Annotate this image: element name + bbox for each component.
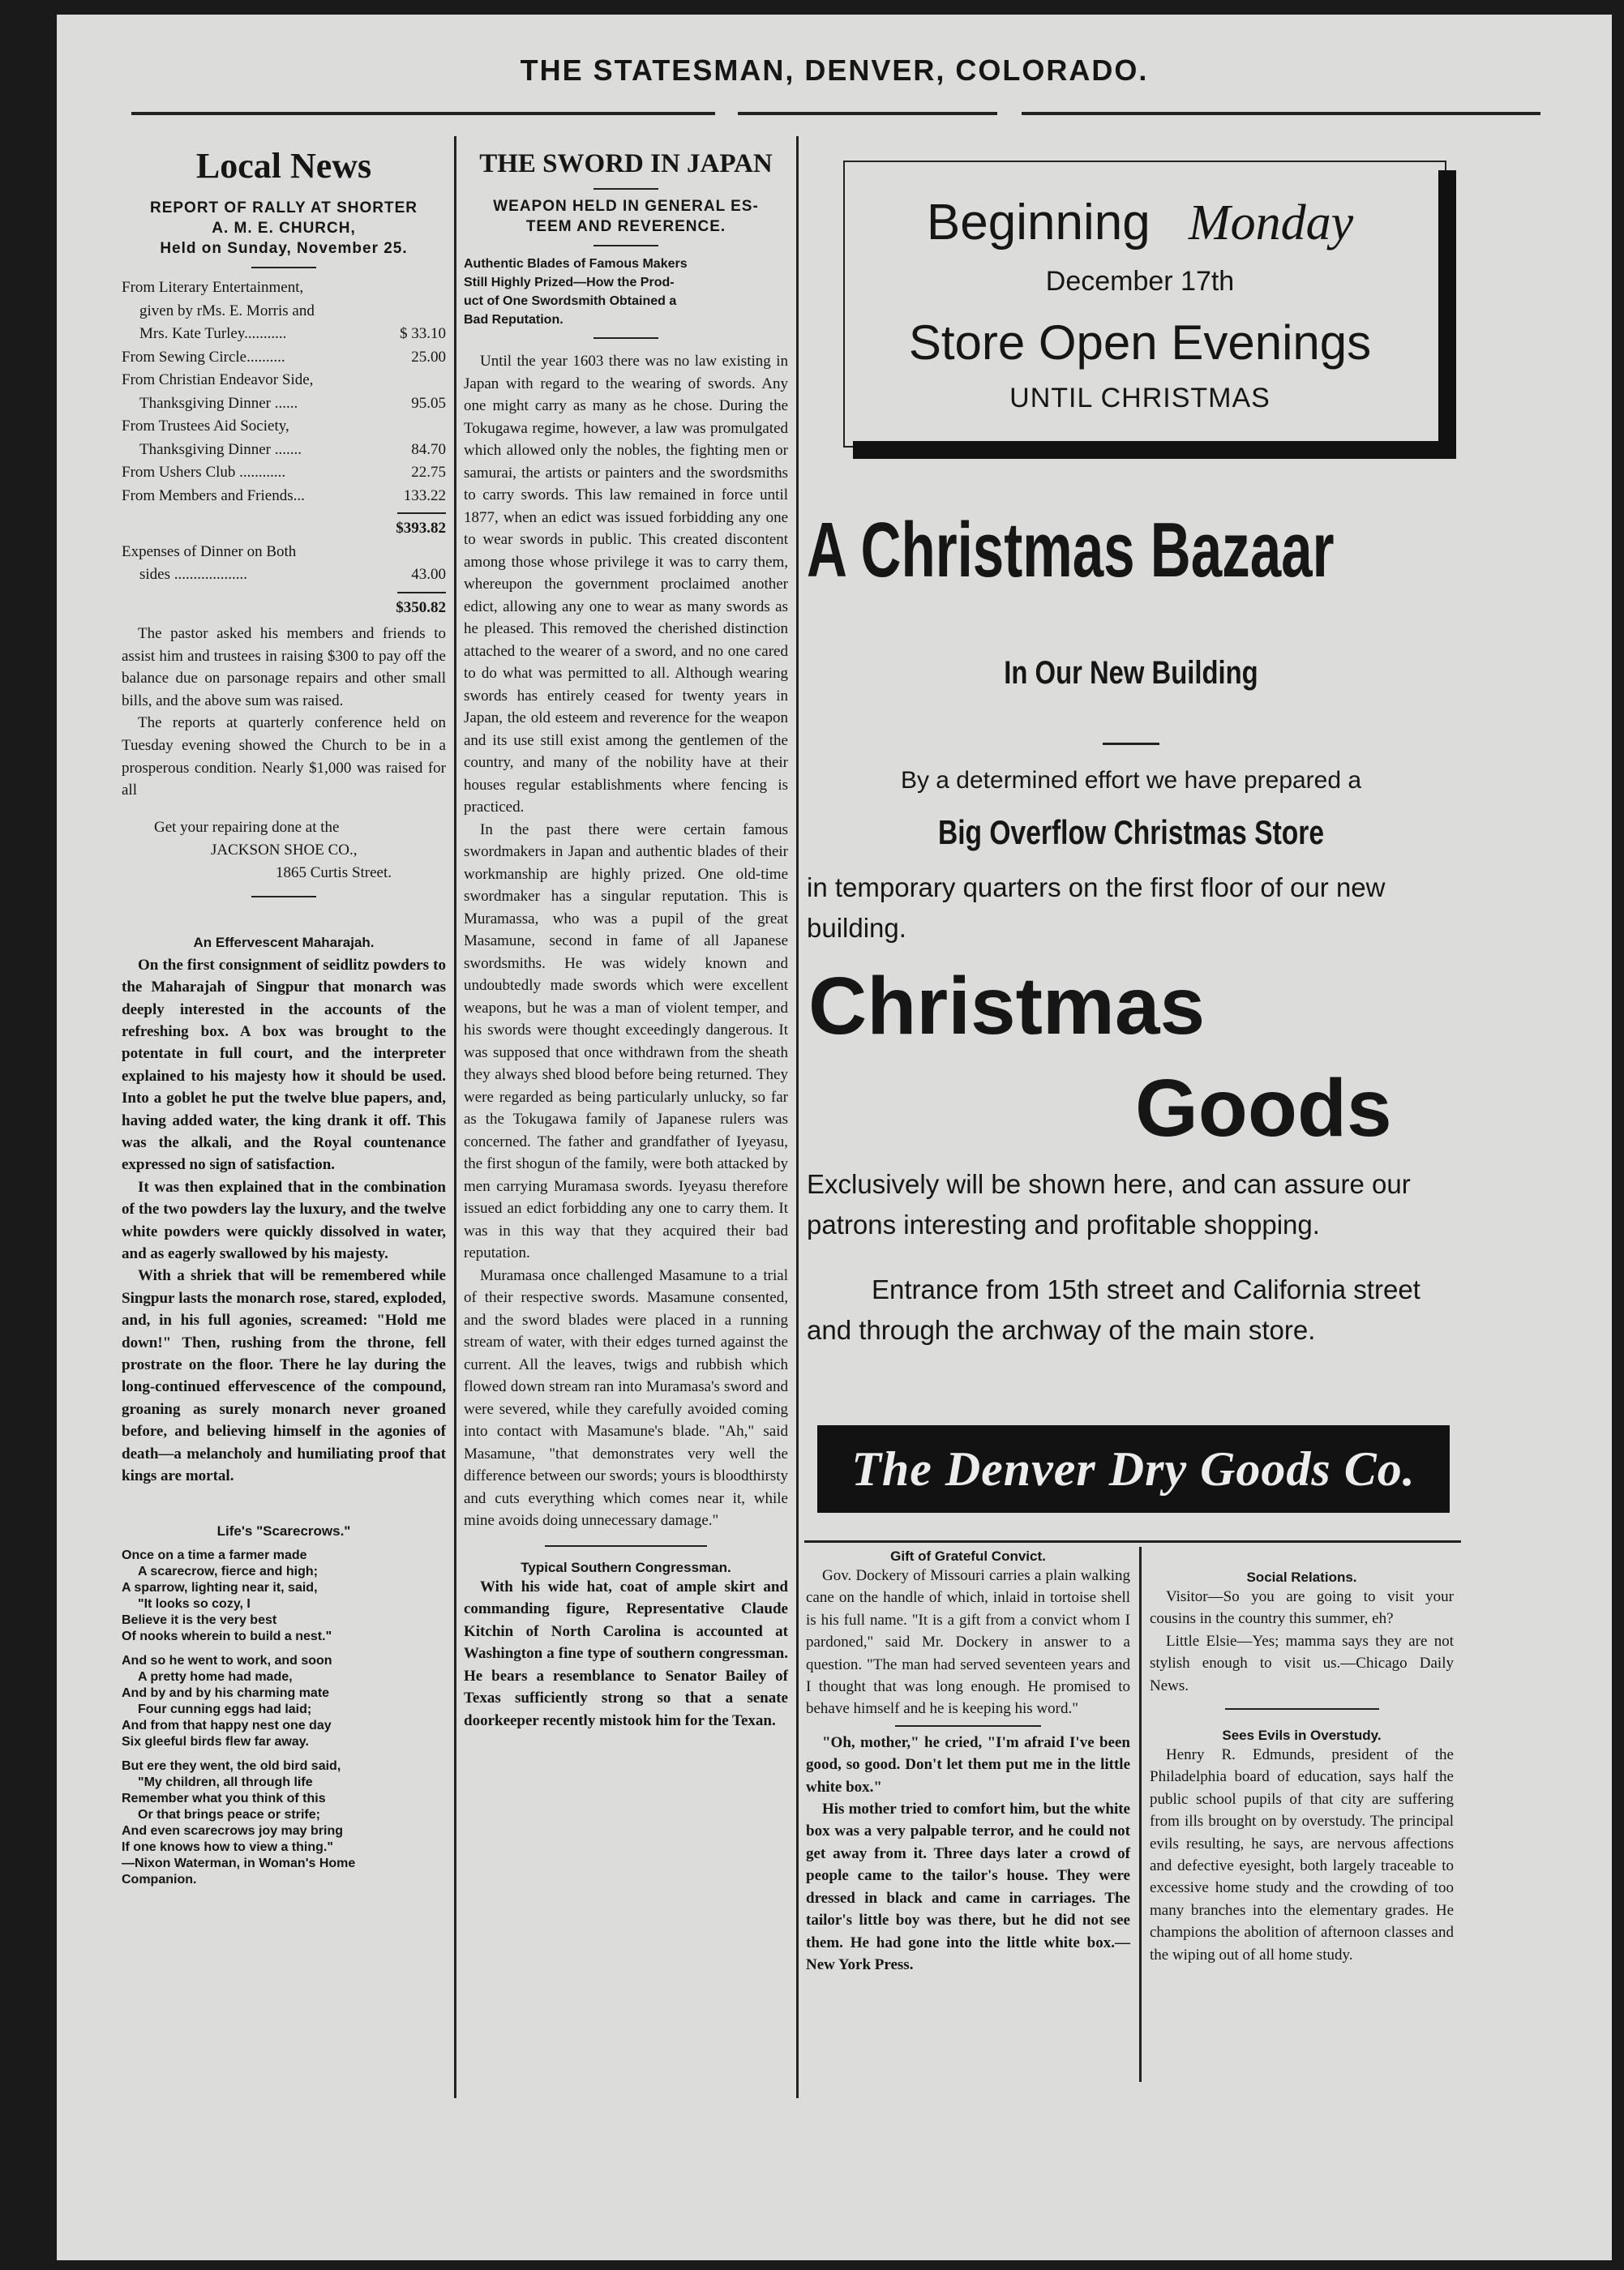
ledger-amount: 133.22 [403,486,446,504]
rally-subhead-2: A. M. E. CHURCH, [212,220,356,237]
poem-line: Six gleeful birds flew far away. [122,1734,309,1749]
ledger-row [122,323,446,346]
store-hours-box [843,161,1446,448]
quarters-text: in temporary quarters on the first floor of our new building. [807,872,1386,943]
scarecrows-poem [122,1548,446,1888]
ledger-amount: 22.75 [411,464,446,481]
sword-summary [464,255,788,329]
denver-dry-goods-logo: The Denver Dry Goods Co. [817,1425,1450,1513]
summary-line: Bad Reputation. [464,313,563,327]
rally-paragraph: The pastor asked his members and friends to assist him and trustees in raising $300 to pay off the balance due on parsonage repairs and other small bills, and the above sum was raised. [122,625,446,709]
poem-line: "It looks so cozy, I [138,1596,251,1611]
box-shadow-right [1438,170,1456,449]
poem-line: And so he went to work, and soon [122,1653,332,1668]
ledger-amount: $ 33.10 [400,325,446,342]
poem-line: Believe it is the very best [122,1613,277,1627]
monday-text: Monday [1188,195,1354,251]
rule [1103,743,1159,745]
box-line-4: UNTIL CHRISTMAS [1009,383,1270,413]
box-line-2: December 17th [1045,266,1235,297]
mother-paragraph: His mother tried to comfort him, but the white box was a very palpable terror, and he could not get away from it. Three days later a crowd of people came to the tailor's house. They were dressed in black and came in carriages. The tailor's little boy was there, but he did not see them. He had gone into the little white box.—New York Press. [806,1801,1130,1973]
congressman-paragraph: With his wide hat, coat of ample skirt and commanding figure, Representative Claude Kitchin of North Carolina is accounted at Washington a fine type of southern congressman. He bears a resemblance to Senator Bailey of Texas sufficiently strong so that a senate doorkeeper recently mistook him for the Texan. [464,1578,788,1729]
ledger-label: given by rMs. E. Morris and [139,302,315,319]
poem-line: —Nixon Waterman, in Woman's Home [122,1856,356,1870]
ad-bottom-rule [804,1540,1461,1543]
social-paragraph: Little Elsie—Yes; mamma says they are not stylish enough to visit us.—Chicago Daily News. [1150,1632,1454,1694]
ledger-expense-row [122,541,446,564]
beginning-text: Beginning [926,195,1151,251]
ledger-row [122,461,446,485]
rule [397,512,446,514]
ledger-row [122,392,446,416]
rally-subhead-1: REPORT OF RALLY AT SHORTER [149,199,418,216]
poem-line: A scarecrow, fierce and high; [138,1564,318,1578]
overstudy-paragraph: Henry R. Edmunds, president of the Philadelphia board of education, says half the public school pupils of that city are suffering from ills brought on by overstudy. The principal evils resulting, he says, are nervous affections and defective eyesight, both largely traceable to excessive home study and the crowding of too many branches into the elementary grades. He champions the abolition of afternoon classes and the wiping out of all home study. [1150,1746,1454,1964]
rule [1225,1708,1379,1710]
ledger-label: From Sewing Circle.......... [122,348,285,366]
ledger-label: Mrs. Kate Turley........... [139,325,287,342]
effort-line: By a determined effort we have prepared a [900,767,1362,794]
maharajah-paragraph: On the first consignment of seidlitz powders to the Maharajah of Singpur that monarch was deeply interested in the accounts of the refreshing box. A box was brought to the potentate in full court, and the interpreter explained to his majesty how it should be used. Into a goblet he put the twelve blue papers, and, having added water, the king drank it off. This was the alkali, and the Royal countenance expressed no sign of satisfaction. [122,956,446,1174]
poem-line: Of nooks wherein to build a nest." [122,1629,332,1643]
overstudy-title: Sees Evils in Overstudy. [1222,1728,1382,1744]
top-rule-middle [738,112,997,115]
top-rule-right [1022,112,1540,115]
exclusive-text: Exclusively will be shown here, and can assure our patrons interesting and profitable shopping. [807,1169,1411,1240]
poem-line [122,1645,446,1653]
rule [593,337,658,339]
goods-word: Goods [1135,1063,1392,1154]
sword-subhead-2: TEEM AND REVERENCE. [525,218,726,235]
social-title: Social Relations. [1246,1570,1357,1585]
maharajah-paragraph: It was then explained that in the combination of the two powders lay the luxury, and the twelve white powders were quickly dissolved in water, and as eagerly swallowed by his majesty. [122,1178,446,1263]
local-news-column [122,144,446,1888]
poem-line: "My children, all through life [138,1775,313,1789]
poem-line [122,1750,446,1758]
convict-title: Gift of Grateful Convict. [890,1548,1046,1564]
expense-label: Expenses of Dinner on Both [122,542,297,560]
ledger-amount: 84.70 [411,440,446,458]
bazaar-headline: A Christmas Bazaar [807,507,1335,593]
column-rule-2 [796,136,799,2098]
social-paragraph: Visitor—So you are going to visit your cousins in the country this summer, eh? [1150,1588,1454,1628]
poem-line: A sparrow, lighting near it, said, [122,1580,318,1595]
summary-line: uct of One Swordsmith Obtained a [464,294,677,308]
overflow-line: Big Overflow Christmas Store [937,813,1325,851]
rally-subhead-3: Held on Sunday, November 25. [160,240,408,257]
christmas-word: Christmas [808,961,1206,1051]
box-shadow-bottom [853,441,1456,459]
ledger-total: $350.82 [396,598,446,616]
ledger-label: Thanksgiving Dinner ...... [139,394,298,412]
repair-ad-line: Get your repairing done at the [154,818,340,836]
rule [895,1725,1041,1727]
repair-ad [122,816,446,884]
poem-line: Once on a time a farmer made [122,1548,307,1562]
poem-line: Companion. [122,1872,197,1887]
expense-label-2: sides ................... [139,566,247,583]
ledger-row [122,485,446,508]
poem-line: But ere they went, the old bird said, [122,1758,341,1773]
sword-column [464,144,788,1732]
top-rule-left [131,112,715,115]
poem-line: A pretty home had made, [138,1669,293,1684]
column-rule-3 [1139,1547,1142,2082]
entrance-text: Entrance from 15th street and California street and through the archway of the main store. [807,1274,1420,1345]
maharajah-paragraph: With a shriek that will be remembered while Singpur lasts the monarch rose, stared, exploded, and, in his full agonies, screamed: "Hold me down!" Then, rushing from the throne, fell prostrate on the floor. There he lay during the long-continued effervescence of the compound, groaning as surely monarch never groaned before, and believing himself in the agonies of death—a melancholy and humiliating proof that kings are mortal. [122,1267,446,1485]
repair-ad-line: 1865 Curtis Street. [276,863,392,881]
convict-column [806,1548,1130,1976]
ledger-row [122,439,446,462]
repair-ad-line: JACKSON SHOE CO., [211,841,358,859]
poem-line: Four cunning eggs had laid; [138,1702,312,1716]
rule [251,896,316,897]
sword-title: THE SWORD IN JAPAN [479,149,773,178]
expense-amount: 43.00 [411,566,446,583]
newspaper-page [57,15,1612,2260]
ledger-label: Thanksgiving Dinner ....... [139,440,302,458]
rule [593,188,658,190]
sword-paragraph: In the past there were certain famous swordmakers in Japan and authentic blades of their workmanship are highly prized. One old-time swordmaker has a singular reputation. This is Muramassa, who was a pupil of the great Masamune, second in fame of all Japanese swordsmiths. He was widely known and undoubtedly made swords which were excellent weapons, but he was a man of violent temper, and his swords were thought exceedingly dangerous. It was supposed that once withdrawn from the sheath they always shed blood before being returned. They were regarded as being particularly unlucky, so far as the Tokugawa family of Japanese rulers was concerned. The father and grandfather of Iyeyasu, the first shogun of the family, were both attacked by men carrying Muramasa swords. Iyeyasu therefore issued an edict forbidding any one to carry them. It was in this way that they acquired their bad reputation. [464,820,788,1261]
mother-paragraph: "Oh, mother," he cried, "I'm afraid I've been good, so good. Don't let them put me in the little white box." [806,1733,1130,1796]
poem-line: If one knows how to view a thing." [122,1840,333,1854]
column-rule-1 [454,136,456,2098]
rally-paragraph: The reports at quarterly conference held on Tuesday evening showed the Church to be in a prosperous condition. Nearly $1,000 was raised for all [122,714,446,799]
ledger-row [122,276,446,300]
poem-line: And by and by his charming mate [122,1685,330,1700]
ledger-row [122,415,446,439]
rule [397,592,446,593]
poem-line: Or that brings peace or strife; [138,1807,320,1822]
sword-paragraph: Muramasa once challenged Masamune to a trial of their respective swords. Masamune consented, and the sword blades were placed in a running stream of water, with their edges turned against the current. All the leaves, twigs and rubbish which flowed down stream ran into Muramasa's sword and were severed, while they carefully avoided coming into contact with Masamune's blade. "Ah," said Masamune, "that demonstrates very well the difference between our swords; yours is bloodthirsty and cuts everything which comes near it, while mine avoids doing unnecessary damage." [464,1266,788,1529]
ledger-label: From Christian Endeavor Side, [122,371,314,388]
ledger-row [122,369,446,392]
rule [251,267,316,268]
ledger-row [122,300,446,323]
poem-line: And from that happy nest one day [122,1718,332,1732]
ledger-label: From Literary Entertainment, [122,279,304,296]
maharajah-title: An Effervescent Maharajah. [193,934,375,950]
ledger-amount: 25.00 [411,348,446,366]
convict-paragraph: Gov. Dockery of Missouri carries a plain walking cane on the handle of which, inlaid in tortoise shell is his full name. "It is a gift from a convict whom I pardoned," said Mr. Dockery in answer to a question. "The man had served seventeen years and I thought that was long enough. He promised to behave himself and he is keeping his word." [806,1567,1130,1718]
ledger-row [122,346,446,370]
ledger-subtotal: $393.82 [396,520,446,537]
summary-line: Still Highly Prized—How the Prod- [464,276,675,289]
social-column [1150,1570,1454,1966]
sword-paragraph: Until the year 1603 there was no law existing in Japan with regard to the wearing of swords. Any one might carry as many as he chose. During the Tokugawa regime, however, a law was promulgated which allowed only the nobles, the fighting men or samurai, the artists or painters and the swordsmiths to carry swords. This law remained in force until 1877, when an edict was issued forbidding any one to wear swords in public. This created discontent among those whose privilege it was to carry them, whereupon the government proclaimed another edict, allowing any one to wear as many swords as he pleased. This removed the cherished distinction attached to the wearer of a sword, and no one cared to do what was permitted to all. Although wearing swords has entirely ceased for twenty years in Japan, the old esteem and reverence for the weapon and its use still exist among the gentlemen of the country, and many of the nobility have at their houses regular establishments where fencing is practiced. [464,353,788,816]
building-line: In Our New Building [1004,655,1258,691]
summary-line: Authentic Blades of Famous Makers [464,257,688,271]
ledger-label: From Ushers Club ............ [122,464,286,481]
congressman-title: Typical Southern Congressman. [521,1559,731,1575]
ledger-label: From Members and Friends... [122,486,305,504]
ledger-amount: 95.05 [411,394,446,412]
ledger-label: From Trustees Aid Society, [122,418,289,435]
sword-subhead-1: WEAPON HELD IN GENERAL ES- [493,198,759,215]
rule [593,245,658,246]
box-line-3: Store Open Evenings [908,315,1372,370]
poem-line: And even scarecrows joy may bring [122,1823,343,1838]
box-line-1 [856,195,1424,251]
local-news-title: Local News [195,146,372,186]
scarecrows-title: Life's "Scarecrows." [216,1523,351,1539]
masthead: THE STATESMAN, DENVER, COLORADO. [520,54,1149,87]
ledger-expense-row-2 [122,563,446,587]
rally-ledger [122,276,446,508]
rule [545,1545,707,1547]
poem-line: Remember what you think of this [122,1791,326,1805]
